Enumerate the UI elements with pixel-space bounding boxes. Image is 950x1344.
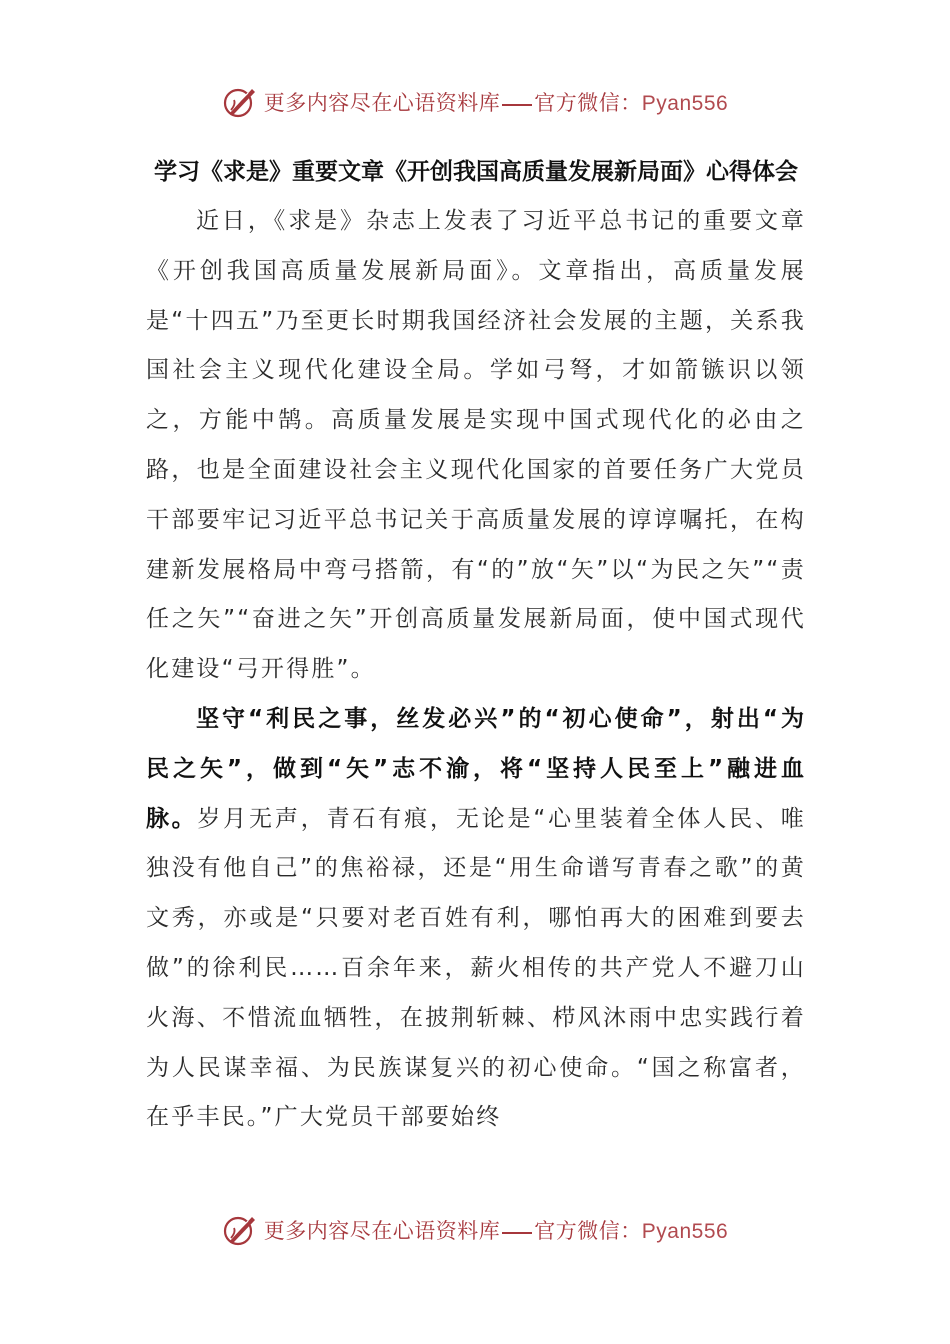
banner-id: Pyan556 — [641, 92, 729, 115]
banner-main: 更多内容尽在心语资料库 — [263, 1219, 501, 1243]
banner-dash — [502, 104, 532, 106]
paragraph-2-text: 岁月无声，青石有痕，无论是“心里装着全体人民、唯独没有他自己”的焦裕禄，还是“用生命谱写青春之歌”的黄文秀，亦或是“只要对老百姓有利，哪怕再大的困难到要去做”的徐利民……百余年来，薪火相传的共产党人不避刀山火海、不惜流血牺牲，在披荆斩棘、栉风沐雨中忠实践行着为人民谋幸福、为民族谋复兴的初心使命。“国之称富者，在乎丰民。”广大党员干部要始终 — [146, 805, 807, 1131]
paragraph-1-text: 近日，《求是》杂志上发表了习近平总书记的重要文章《开创我国高质量发展新局面》。文章指出，高质量发展是“十四五”乃至更长时期我国经济社会发展的主题，关系我国社会主义现代化建设全局。学如弓弩，才如箭镞识以领之，方能中鹄。高质量发展是实现中国式现代化的必由之路，也是全面建设社会主义现代化国家的首要任务广大党员干部要牢记习近平总书记关于高质量发展的谆谆嘱托，在构建新发展格局中弯弓搭箭，有“的”放“矢”以“为民之矢”“责任之矢”“奋进之矢”开创高质量发展新局面，使中国式现代化建设“弓开得胜”。 — [146, 208, 806, 683]
banner-text — [264, 1215, 728, 1245]
header-banner — [0, 82, 950, 122]
banner-main: 更多内容尽在心语资料库 — [263, 91, 501, 115]
banner-dash — [502, 1232, 532, 1234]
banner-text — [264, 87, 728, 117]
paragraph-2-bold: 坚守“利民之事，丝发必兴”的“初心使命”，射出“为民之矢”，做到“矢”志不渝，将“坚持人民至上”融进血脉。 — [146, 705, 806, 832]
paragraph-2 — [146, 695, 806, 1143]
banner-id: Pyan556 — [641, 1220, 729, 1243]
document-body — [146, 147, 806, 1143]
footer-banner — [0, 1210, 950, 1250]
quill-logo-icon — [222, 1212, 258, 1248]
banner-account: 官方微信： — [534, 91, 642, 115]
paragraph-1 — [146, 197, 806, 695]
quill-logo-icon — [222, 84, 258, 120]
banner-account: 官方微信： — [534, 1219, 642, 1243]
document-title: 学习《求是》重要文章《开创我国高质量发展新局面》心得体会 — [154, 159, 798, 185]
